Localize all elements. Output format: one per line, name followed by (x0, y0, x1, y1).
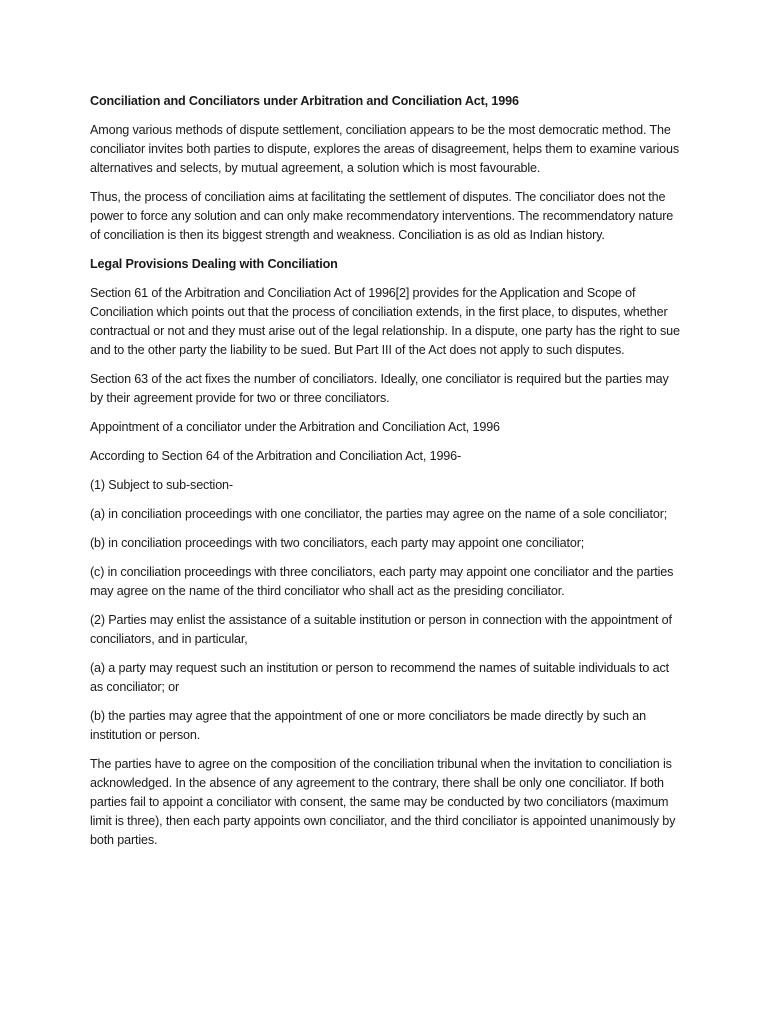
document-page (90, 92, 682, 860)
paragraph: (b) in conciliation proceedings with two conciliators, each party may appoint one conciliator; (90, 536, 585, 550)
paragraph: (b) the parties may agree that the appointment of one or more conciliators be made directly by such an institution or person. (90, 709, 646, 742)
paragraph: Among various methods of dispute settlement, conciliation appears to be the most democratic method. The conciliator invites both parties to dispute, explores the areas of disagreement, helps them to examine various alternatives and selects, by mutual agreement, a solution which is most favourable. (90, 123, 680, 175)
paragraph: (c) in conciliation proceedings with three conciliators, each party may appoint one conciliator and the parties may agree on the name of the third conciliator who shall act as the presiding conciliator. (90, 565, 674, 598)
paragraph: Section 63 of the act fixes the number of conciliators. Ideally, one conciliator is required but the parties may by their agreement provide for two or three conciliators. (90, 372, 669, 405)
paragraph: The parties have to agree on the composition of the conciliation tribunal when the invitation to conciliation is acknowledged. In the absence of any agreement to the contrary, there shall be only one conciliator. If both parties fail to appoint a conciliator with consent, the same may be conducted by two conciliators (maximum limit is three), then each party appoints own conciliator, and the third conciliator is appointed unanimously by both parties. (90, 757, 676, 847)
paragraph: Thus, the process of conciliation aims at facilitating the settlement of disputes. The conciliator does not the power to force any solution and can only make recommendatory interventions. The recommendatory nature of conciliation is then its biggest strength and weakness. Conciliation is as old as Indian history. (90, 190, 674, 242)
document-title: Conciliation and Conciliators under Arbitration and Conciliation Act, 1996 (90, 94, 519, 108)
paragraph: (a) a party may request such an institution or person to recommend the names of suitable individuals to act as conciliator; or (90, 661, 669, 694)
paragraph: (a) in conciliation proceedings with one conciliator, the parties may agree on the name of a sole conciliator; (90, 507, 668, 521)
section-heading: Legal Provisions Dealing with Conciliation (90, 257, 338, 271)
paragraph: Appointment of a conciliator under the Arbitration and Conciliation Act, 1996 (90, 420, 500, 434)
paragraph: (1) Subject to sub-section- (90, 478, 233, 492)
paragraph: (2) Parties may enlist the assistance of a suitable institution or person in connection with the appointment of conciliators, and in particular, (90, 613, 672, 646)
paragraph: According to Section 64 of the Arbitration and Conciliation Act, 1996- (90, 449, 462, 463)
paragraph: Section 61 of the Arbitration and Conciliation Act of 1996[2] provides for the Application and Scope of Conciliation which points out that the process of conciliation extends, in the first place, to disputes, whether contractual or not and they must arise out of the legal relationship. In a dispute, one party has the right to sue and to the other party the liability to be sued. But Part III of the Act does not apply to such disputes. (90, 286, 680, 357)
